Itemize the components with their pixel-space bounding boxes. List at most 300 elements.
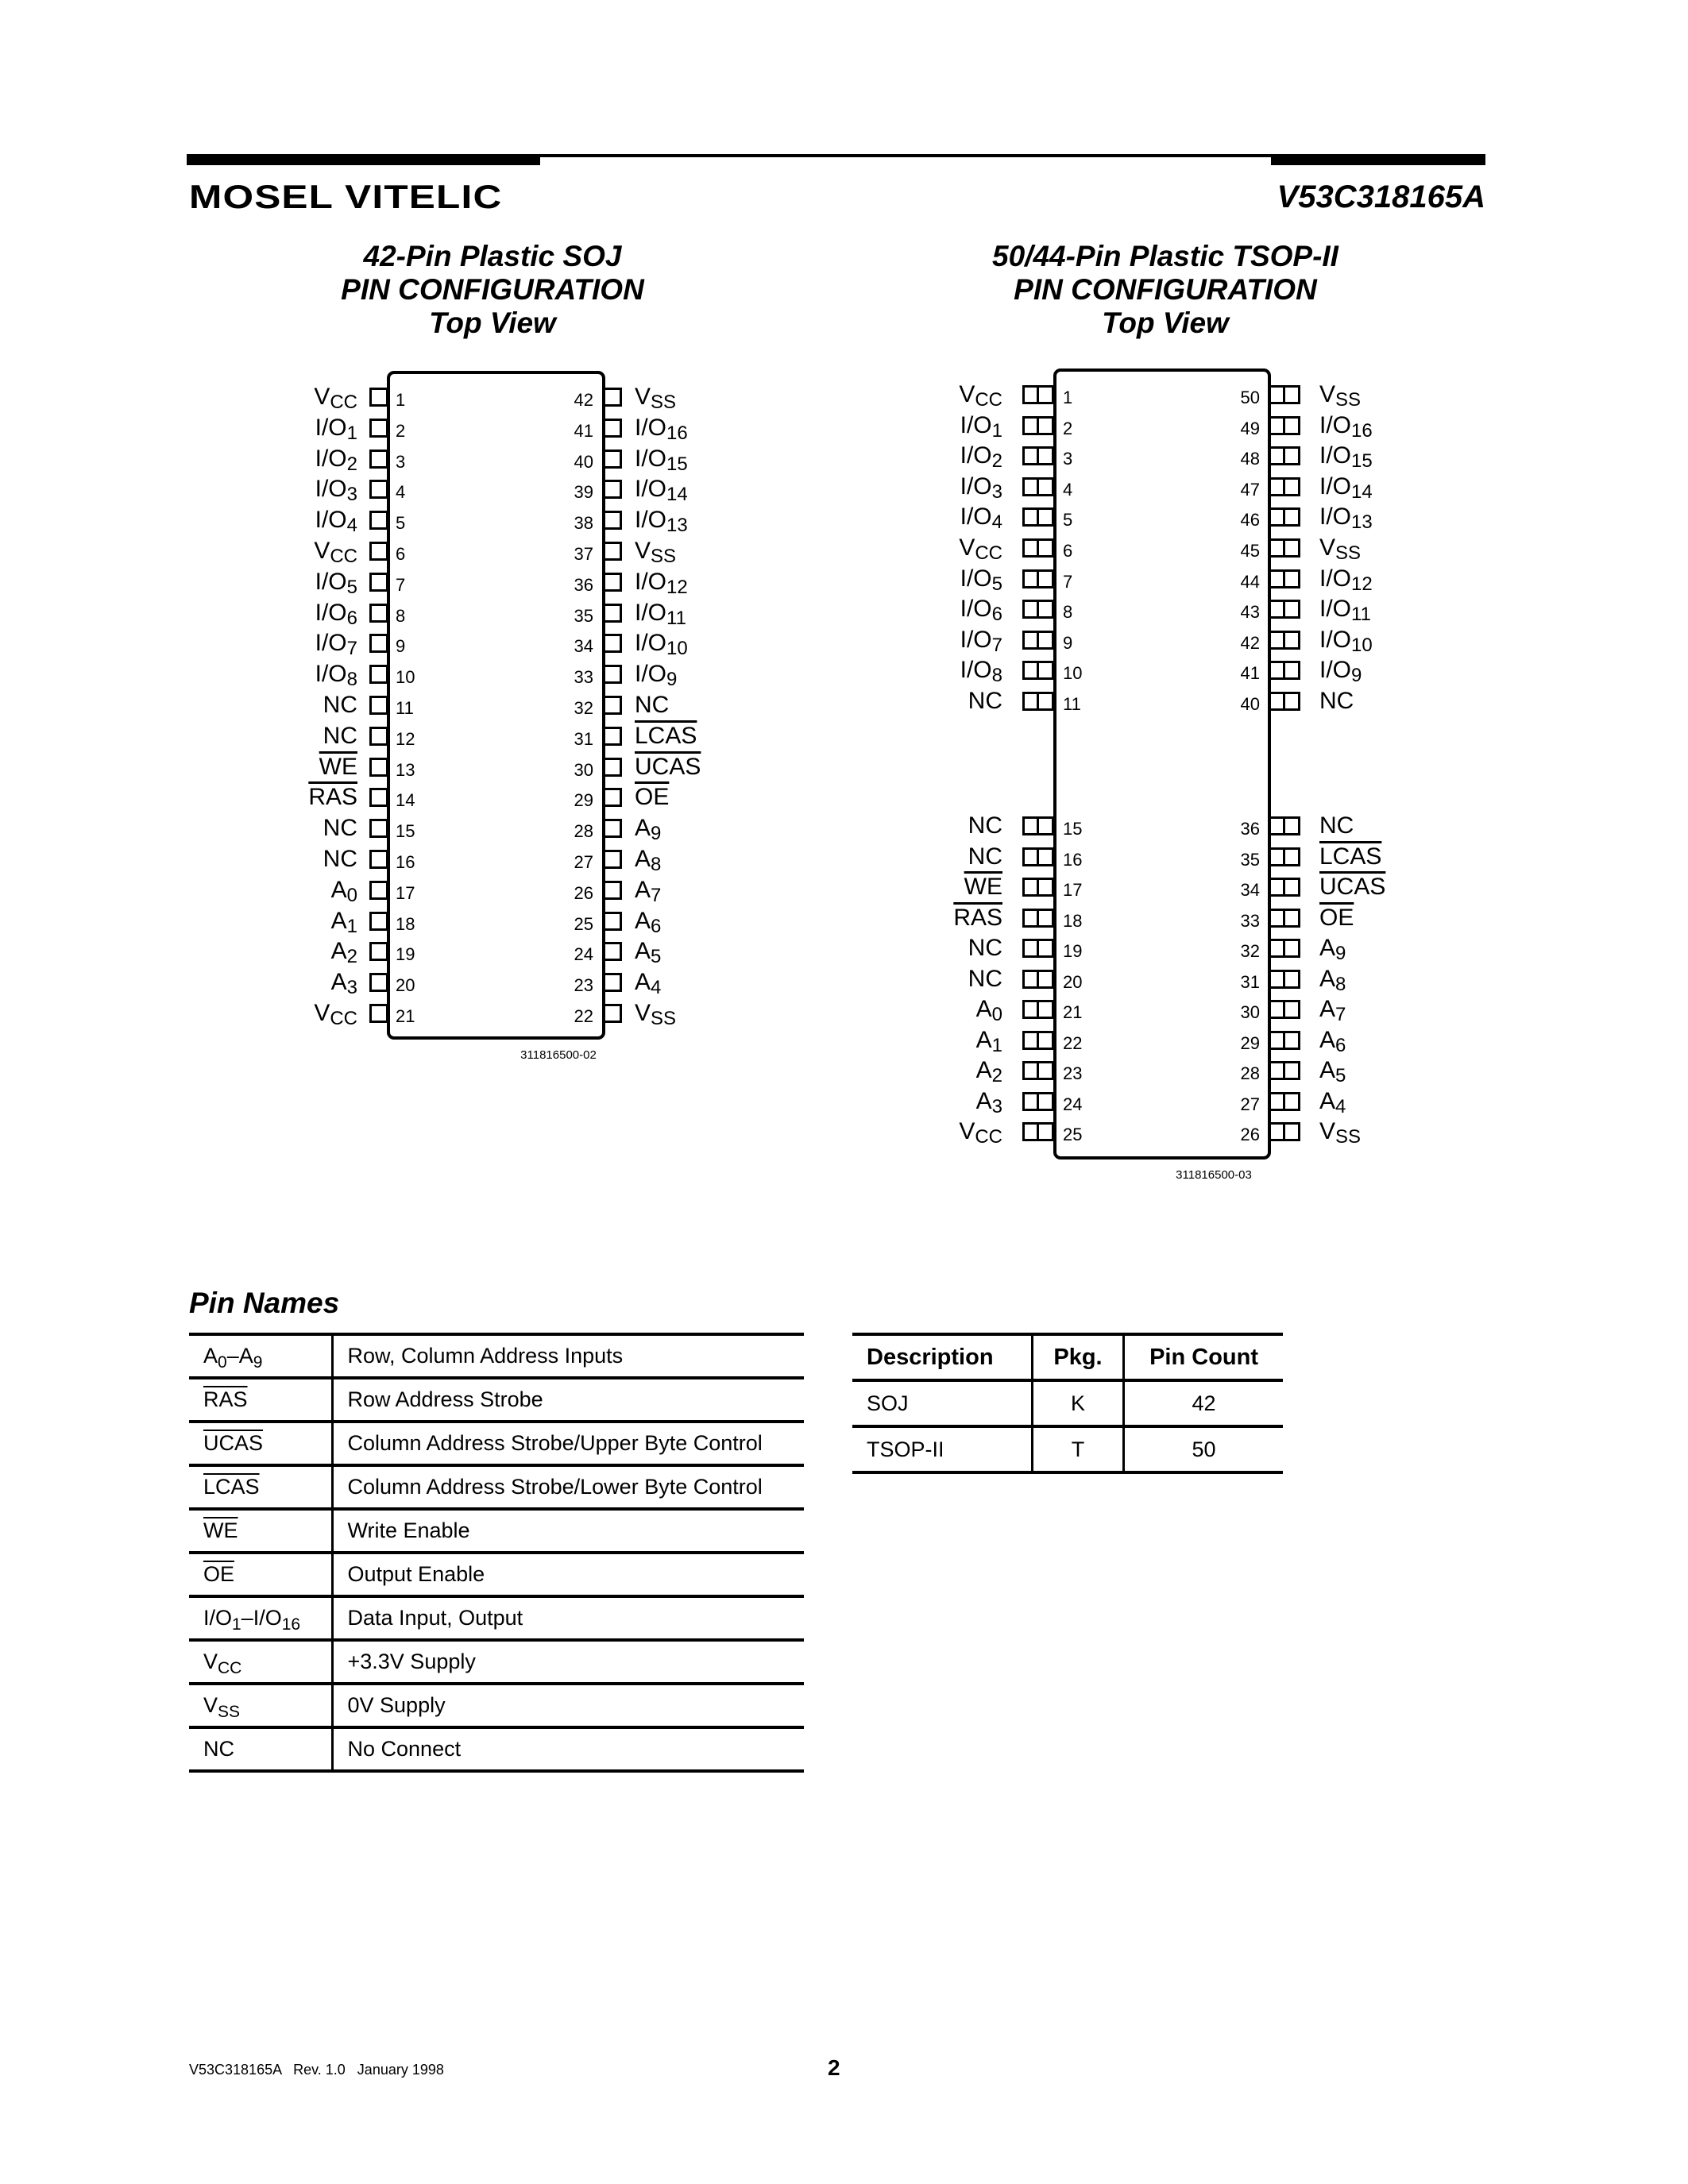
pin-symbol: [189, 1640, 332, 1684]
symbol-overbar-text: $\overline{OE}$: [203, 1562, 235, 1586]
pin-symbol: [189, 1509, 332, 1553]
pin-label: [635, 446, 688, 473]
pin-label: [1319, 535, 1361, 562]
pin-label: [635, 816, 661, 843]
pin-label-subscript: 6: [991, 604, 1002, 626]
pin-label-text: I/O: [315, 445, 347, 472]
pin-number: 8: [1063, 602, 1073, 623]
pin-label: [635, 754, 701, 780]
pin-label-text: NC: [1319, 812, 1354, 839]
pin-number: 9: [396, 636, 406, 657]
pin-label: [635, 507, 688, 537]
pin-number: 26: [574, 882, 593, 903]
pin-pad: [369, 419, 388, 438]
pin-pad: [1269, 970, 1300, 989]
pin-label-text: I/O: [635, 414, 667, 441]
pin-symbol: [189, 1684, 332, 1727]
pin-number: 31: [574, 728, 593, 749]
pin-pad: [1022, 1031, 1054, 1050]
pin-pad: [603, 542, 622, 561]
soj-caption: 311816500-02: [520, 1048, 597, 1062]
pin-label: [183, 538, 357, 565]
pin-number: 47: [1240, 479, 1260, 500]
symbol-subscript: 0: [218, 1353, 227, 1372]
pin-label-subscript: 1: [991, 1034, 1002, 1056]
pin-pad: [1022, 847, 1054, 866]
pin-pad: [369, 388, 388, 407]
pin-label: [635, 939, 661, 966]
pin-number: 3: [1063, 449, 1073, 469]
pin-pad: [1022, 1092, 1054, 1111]
pin-label-text: NC: [968, 843, 1002, 870]
pin-label-subscript: 10: [1351, 634, 1373, 656]
pin-label-subscript: 7: [991, 634, 1002, 656]
pin-symbol: [189, 1465, 332, 1509]
pin-label-subscript: 6: [346, 607, 357, 629]
pin-label-text: A: [975, 996, 992, 1022]
pin-label-text: $\overline{OE}$: [1319, 904, 1354, 931]
pin-number: 40: [574, 451, 593, 472]
pin-pad: [1022, 939, 1054, 958]
pin-symbol: [189, 1422, 332, 1465]
pin-label: [1319, 967, 1346, 994]
pin-number: 16: [396, 852, 415, 872]
pin-label-subscript: 7: [1335, 1004, 1346, 1025]
pin-label-subscript: SS: [651, 1008, 677, 1029]
pin-label-text: UCAS: [1319, 874, 1386, 900]
pin-pad: [369, 604, 388, 623]
pin-label-subscript: 10: [666, 638, 688, 660]
pin-description: Output Enable: [332, 1553, 804, 1596]
pin-pad: [603, 480, 622, 499]
pin-number: 4: [396, 482, 406, 503]
pin-label: [635, 970, 661, 997]
pin-pad: [369, 696, 388, 715]
pin-pad: [1269, 1031, 1300, 1050]
pin-number: 40: [1240, 694, 1260, 714]
pin-label: [828, 1028, 1002, 1055]
pin-label: [183, 507, 357, 537]
pin-label-text: I/O: [315, 661, 347, 688]
pin-number: 24: [574, 944, 593, 965]
pin-label-subscript: 3: [346, 977, 357, 999]
pin-label: [183, 970, 357, 997]
pin-pad: [369, 788, 388, 807]
pin-label-text: I/O: [960, 626, 992, 653]
pin-pad: [369, 819, 388, 838]
symbol-overbar-text: $\overline{RAS}$: [203, 1387, 248, 1411]
pin-number: 42: [1240, 632, 1260, 653]
pin-label-subscript: 8: [346, 669, 357, 691]
pin-number: 30: [1240, 1002, 1260, 1022]
pin-label-text: A: [975, 1087, 992, 1114]
pin-number: 18: [396, 913, 415, 934]
pin-label-text: V: [314, 1000, 330, 1026]
pin-label: [1319, 936, 1346, 963]
pin-number: 23: [574, 975, 593, 996]
pin-description: No Connect: [332, 1727, 804, 1771]
pin-number: 9: [1063, 632, 1073, 653]
pin-label: [1319, 658, 1362, 685]
soj-title: [214, 240, 771, 340]
pin-number: 5: [1063, 510, 1073, 531]
pin-label-subscript: SS: [651, 392, 677, 413]
pin-label: [828, 967, 1002, 992]
pin-label-subscript: 9: [666, 669, 678, 691]
pin-label: [183, 631, 357, 658]
pin-label-text: V: [1319, 1118, 1336, 1144]
symbol-text: V: [203, 1693, 218, 1717]
tsop-caption: 311816500-03: [1176, 1168, 1252, 1182]
pin-label: [183, 816, 357, 841]
pin-label-text: I/O: [635, 661, 667, 688]
pin-number: 11: [1063, 694, 1081, 714]
pin-label-text: I/O: [1319, 473, 1352, 500]
pin-number: 27: [1240, 1094, 1260, 1114]
pin-pad: [369, 542, 388, 561]
pin-pad: [603, 1004, 622, 1023]
pin-label-text: I/O: [635, 445, 667, 472]
symbol-text: –I/O: [241, 1606, 282, 1630]
pin-label-text: $\overline{WE}$: [964, 874, 1002, 900]
pin-pad: [1022, 1061, 1054, 1080]
pin-label-subscript: 11: [666, 607, 686, 629]
pin-label-subscript: 4: [991, 511, 1002, 534]
symbol-subscript: 9: [253, 1353, 263, 1372]
pin-label-text: A: [1319, 1057, 1336, 1083]
pin-label-text: I/O: [1319, 565, 1352, 592]
symbol-subscript: SS: [218, 1703, 241, 1721]
pin-label-subscript: 4: [1335, 1095, 1346, 1117]
pin-label-text: $\overline{RAS}$: [308, 784, 357, 811]
pin-label-text: A: [1319, 1026, 1336, 1053]
pin-label: [1319, 1089, 1346, 1116]
pin-label: [828, 474, 1002, 501]
pin-pad: [603, 788, 622, 807]
pin-number: 19: [396, 944, 415, 965]
pin-label: [828, 627, 1002, 654]
pin-pad: [1022, 477, 1054, 496]
pin-pad: [603, 881, 622, 900]
symbol-text: I/O: [203, 1606, 233, 1630]
pin-label-subscript: 4: [651, 977, 662, 999]
pin-label-text: A: [330, 907, 347, 934]
pin-label: [1319, 596, 1371, 626]
pin-label: [828, 1089, 1002, 1116]
pin-label-subscript: 13: [666, 515, 688, 537]
pin-label-subscript: SS: [1335, 1126, 1362, 1148]
pin-pad: [603, 850, 622, 869]
pin-label: [183, 754, 357, 780]
pin-pad: [1022, 600, 1054, 619]
pin-label: [183, 847, 357, 872]
pin-symbol: [189, 1727, 332, 1771]
header-rule-left: [187, 154, 540, 165]
pin-label: [183, 785, 357, 810]
pin-label-text: I/O: [960, 442, 992, 469]
pin-number: 1: [1063, 388, 1073, 407]
pin-label-subscript: 5: [1335, 1065, 1346, 1086]
pin-label-subscript: 2: [346, 453, 357, 475]
pin-number: 29: [1240, 1032, 1260, 1053]
pin-number: 19: [1063, 941, 1083, 961]
pin-number: 7: [1063, 571, 1073, 592]
pin-pad: [369, 665, 388, 684]
pin-label-text: I/O: [1319, 442, 1352, 469]
pin-label-text: A: [635, 815, 651, 842]
pin-number: 44: [1240, 571, 1260, 592]
pin-label-subscript: 8: [651, 854, 662, 875]
pin-description: Row, Column Address Inputs: [332, 1334, 804, 1378]
pin-number: 8: [396, 605, 406, 626]
pin-label: [1319, 566, 1373, 593]
pin-pad: [369, 634, 388, 653]
pin-label-text: NC: [1319, 688, 1354, 714]
pin-label-text: LCAS: [635, 722, 697, 749]
pin-label-text: $\overline{OE}$: [635, 784, 670, 811]
pin-label-subscript: 13: [1351, 511, 1373, 534]
pin-label-text: NC: [968, 965, 1002, 992]
pin-label-text: NC: [323, 692, 357, 718]
pin-number: 37: [574, 544, 593, 564]
pin-pad: [1269, 538, 1300, 558]
pin-label-text: NC: [968, 688, 1002, 714]
pin-pad: [603, 727, 622, 746]
page-number: 2: [828, 2055, 840, 2080]
pin-number: 17: [1063, 880, 1083, 900]
pin-label-subscript: 3: [991, 1095, 1002, 1117]
table-row: [189, 1465, 804, 1509]
pin-label-text: V: [635, 384, 651, 410]
pin-label-subscript: 4: [346, 515, 357, 537]
pin-label: [1319, 689, 1354, 714]
pin-number: 21: [1063, 1002, 1083, 1022]
pin-label-subscript: CC: [330, 1008, 357, 1029]
pin-label-subscript: 0: [991, 1004, 1002, 1025]
pin-pad: [1269, 847, 1300, 866]
pin-label-subscript: 15: [666, 453, 688, 475]
pin-label: [635, 477, 688, 504]
pin-label: [1319, 413, 1373, 440]
pin-pad: [1269, 600, 1300, 619]
pin-label: [635, 1001, 676, 1028]
symbol-subscript: CC: [218, 1659, 242, 1677]
pin-description: +3.3V Supply: [332, 1640, 804, 1684]
tsop-title-line: Top View: [1102, 307, 1229, 339]
pin-pad: [1269, 416, 1300, 435]
pin-label: [1319, 474, 1373, 501]
pin-pad: [1022, 1122, 1054, 1141]
pin-pad: [1022, 507, 1054, 527]
pin-label-text: $\overline{WE}$: [319, 753, 357, 780]
pin-label-text: V: [1319, 534, 1336, 561]
pin-label-subscript: CC: [975, 1126, 1002, 1148]
pin-label-text: A: [1319, 965, 1336, 992]
pin-number: 48: [1240, 449, 1260, 469]
pin-number: 50: [1240, 388, 1260, 407]
pin-pad: [369, 973, 388, 992]
table-row: [189, 1334, 804, 1378]
pin-label-subscript: 1: [346, 915, 357, 937]
pin-label: [635, 723, 697, 749]
pin-label: [183, 878, 357, 905]
pin-label: [635, 693, 669, 718]
pin-number: 34: [1240, 880, 1260, 900]
pin-pad: [1269, 446, 1300, 465]
pin-label-text: V: [635, 1000, 651, 1026]
pin-label-text: I/O: [635, 507, 667, 534]
table-row: [189, 1596, 804, 1640]
pin-label-text: I/O: [315, 507, 347, 534]
cell-description: TSOP-II: [852, 1426, 1032, 1472]
pin-label: [183, 415, 357, 442]
pin-label-subscript: 6: [1335, 1034, 1346, 1056]
pin-pad: [603, 942, 622, 961]
pin-pad: [1269, 878, 1300, 897]
pin-pad: [1269, 661, 1300, 680]
pin-names-table: [189, 1333, 804, 1773]
pin-label: [183, 939, 357, 966]
pin-label: [1319, 905, 1354, 931]
pin-label-text: A: [330, 969, 347, 996]
pin-label: [828, 382, 1002, 409]
pin-label: [828, 504, 1002, 534]
pin-label: [635, 909, 661, 936]
pin-label: [1319, 442, 1373, 473]
pin-pad: [1022, 385, 1054, 404]
pin-number: 11: [396, 698, 414, 718]
pin-pad: [603, 758, 622, 777]
pin-number: 27: [574, 852, 593, 872]
pin-label-subscript: 12: [1351, 573, 1373, 595]
pin-label: [183, 446, 357, 473]
pin-pad: [369, 758, 388, 777]
pin-label: [1319, 1058, 1346, 1085]
symbol-subscript: 16: [281, 1615, 301, 1634]
pin-description: Write Enable: [332, 1509, 804, 1553]
header-rule-right: [1271, 154, 1485, 165]
pin-number: 32: [574, 698, 593, 718]
symbol-overbar-text: $\overline{WE}$: [203, 1518, 238, 1542]
pin-label: [635, 878, 661, 905]
pin-label-text: I/O: [315, 599, 347, 626]
pin-label: [635, 569, 688, 596]
pin-label-text: A: [975, 1057, 992, 1083]
pin-pad: [603, 819, 622, 838]
pin-label-subscript: 14: [666, 484, 688, 506]
pin-number: 35: [574, 605, 593, 626]
pin-number: 33: [574, 667, 593, 688]
pin-label-subscript: 14: [1351, 480, 1373, 503]
pin-label-subscript: CC: [330, 546, 357, 567]
pin-label: [183, 384, 357, 411]
pin-number: 1: [396, 390, 406, 410]
pin-label: [828, 936, 1002, 961]
table-row: [189, 1727, 804, 1771]
pin-label-subscript: 1: [991, 419, 1002, 442]
pin-number: 28: [1240, 1063, 1260, 1083]
table-row: [189, 1378, 804, 1422]
pin-label: [183, 600, 357, 627]
pin-label: [828, 658, 1002, 685]
pin-label: [635, 631, 688, 658]
pin-pad: [603, 450, 622, 469]
pin-label-text: NC: [968, 812, 1002, 839]
pin-label-subscript: 5: [346, 576, 357, 598]
pin-label: [1319, 382, 1361, 409]
pin-description: Data Input, Output: [332, 1596, 804, 1640]
pin-label-subscript: 5: [651, 946, 662, 968]
pin-number: 21: [396, 1006, 415, 1026]
pin-label-text: A: [635, 969, 651, 996]
pin-label: [635, 662, 677, 689]
pin-label: [183, 1001, 357, 1028]
symbol-overbar-text: UCAS: [203, 1431, 264, 1455]
pin-number: 43: [1240, 602, 1260, 623]
pin-description: Column Address Strobe/Upper Byte Control: [332, 1422, 804, 1465]
table-row: [189, 1640, 804, 1684]
pin-label: [183, 662, 357, 689]
soj-title-line: PIN CONFIGURATION: [341, 273, 644, 306]
pin-label: [1319, 627, 1373, 654]
pin-number: 2: [396, 420, 406, 441]
pin-pad: [369, 573, 388, 592]
pin-label-text: A: [1319, 935, 1336, 961]
pin-label: [635, 415, 688, 442]
pin-number: 33: [1240, 910, 1260, 931]
pin-number: 32: [1240, 941, 1260, 961]
tsop-title-line: 50/44-Pin Plastic TSOP-II: [992, 240, 1338, 272]
pin-number: 45: [1240, 541, 1260, 561]
symbol-text: V: [203, 1650, 218, 1673]
pin-symbol: [189, 1553, 332, 1596]
pin-pad: [1269, 477, 1300, 496]
table-row: [852, 1426, 1283, 1472]
cell-pin-count: 42: [1124, 1380, 1283, 1426]
pin-label-subscript: 11: [1351, 604, 1371, 626]
pin-label: [828, 1119, 1002, 1146]
pin-label: [828, 596, 1002, 626]
pin-label-subscript: 12: [666, 576, 688, 598]
pin-number: 6: [396, 544, 406, 564]
pin-description: 0V Supply: [332, 1684, 804, 1727]
pin-label: [183, 723, 357, 749]
table-row: [189, 1422, 804, 1465]
pin-label-subscript: 6: [651, 915, 662, 937]
pin-label: [828, 813, 1002, 839]
pin-number: 2: [1063, 418, 1073, 438]
pin-number: 7: [396, 574, 406, 595]
pin-label-subscript: 2: [991, 1065, 1002, 1086]
pin-number: 41: [574, 420, 593, 441]
pin-label: [1319, 813, 1354, 839]
pin-label: [828, 844, 1002, 870]
pin-pad: [1022, 1000, 1054, 1019]
pin-number: 5: [396, 513, 406, 534]
footer-doc-info: V53C318165A Rev. 1.0 January 1998: [189, 2062, 444, 2078]
pin-number: 26: [1240, 1125, 1260, 1144]
pin-number: 29: [574, 790, 593, 811]
part-number: V53C318165A: [1277, 179, 1485, 214]
pin-pad: [1269, 1061, 1300, 1080]
pin-label-subscript: 8: [991, 665, 1002, 687]
pin-label-subscript: 7: [651, 884, 662, 906]
pin-label: [1319, 1119, 1361, 1146]
pin-label: [635, 847, 661, 874]
pin-number: 18: [1063, 910, 1083, 931]
pin-label: [183, 569, 357, 596]
pin-pad: [1269, 1092, 1300, 1111]
